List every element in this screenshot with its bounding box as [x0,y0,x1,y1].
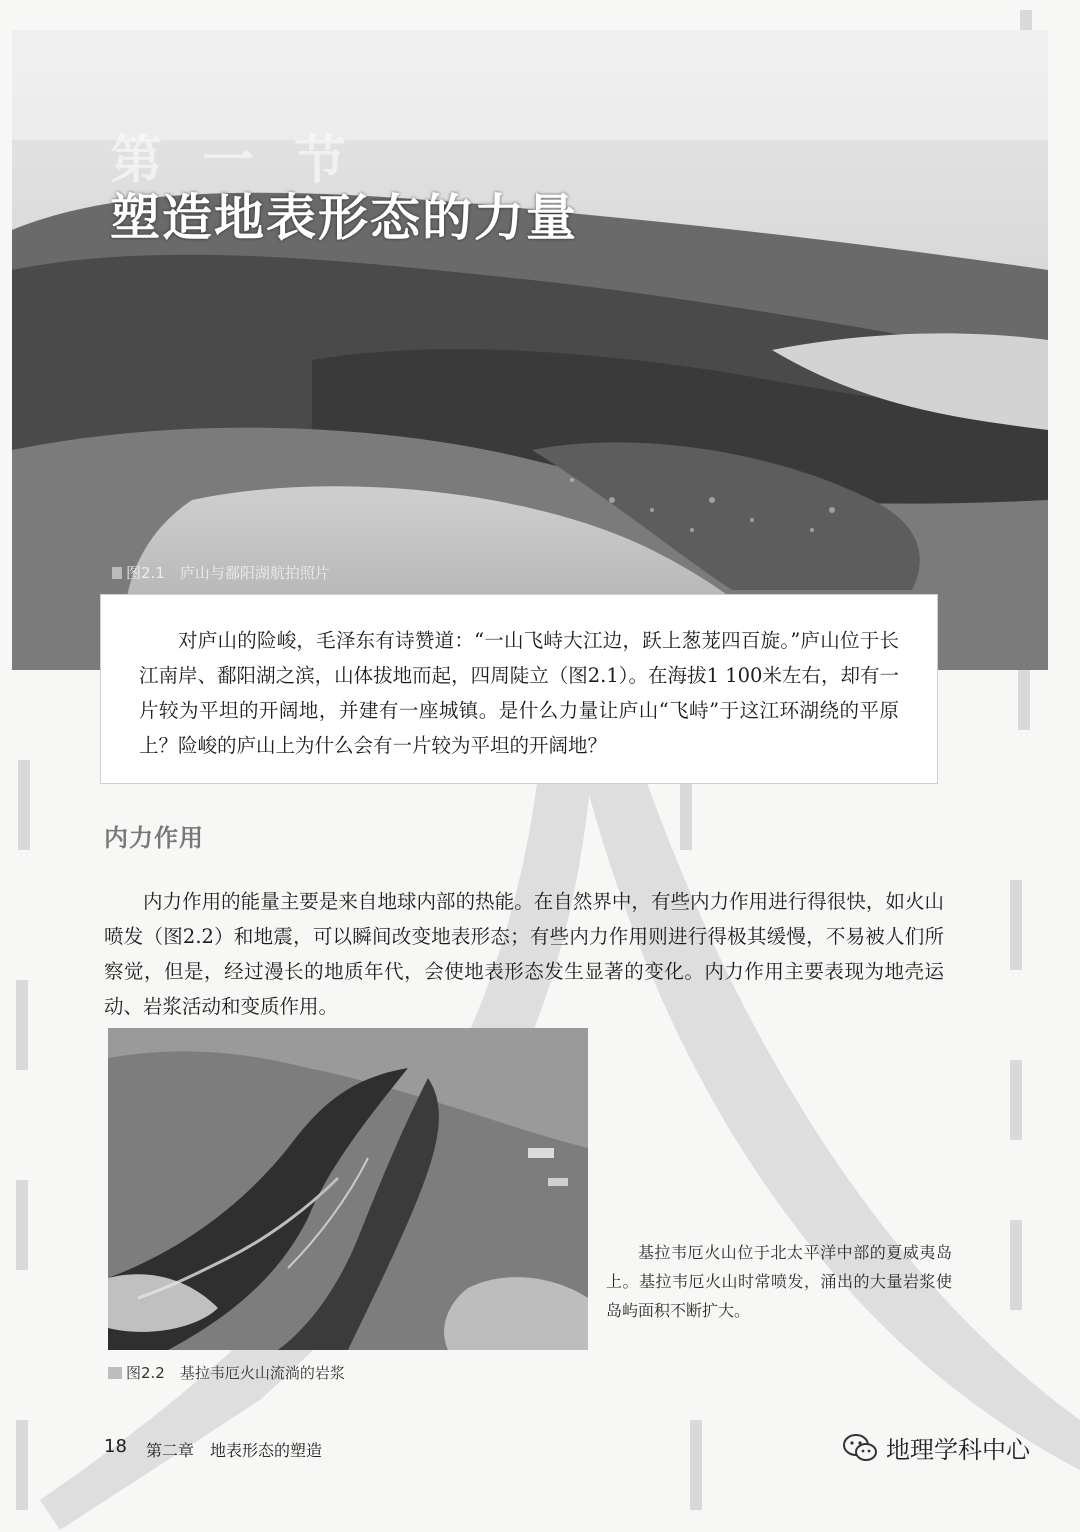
section-title: 塑造地表形态的力量 [110,188,578,247]
figure-1-caption [112,562,330,583]
volcano-photo [108,1028,588,1350]
wechat-icon [842,1433,878,1463]
watermark-text: 地理学科中心 [886,1436,1030,1464]
intro-paragraph: 对庐山的险峻，毛泽东有诗赞道：“一山飞峙大江边，跃上葱茏四百旋。”庐山位于长江南岸、鄱阳湖之滨，山体拔地而起，四周陡立（图2.1）。在海拔1 100米左右，却有一片较为平坦的开阔地，并建有一座城镇。是什么力量让庐山“飞峙”于这江环湖绕的平原上？险峻的庐山上为什么会有一片较为平坦的开阔地？ [139,629,899,757]
section-number: 第一节 [110,130,387,191]
figure-2-note [606,1238,952,1325]
figure-2-caption-text: 图2.2 基拉韦厄火山流淌的岩浆 [126,1364,345,1382]
figure-2-note-text: 基拉韦厄火山位于北太平洋中部的夏威夷岛上。基拉韦厄火山时常喷发，涌出的大量岩浆使岛屿面积不断扩大。 [606,1243,952,1320]
intro-box [100,594,938,784]
figure-1-caption-text: 图2.1 庐山与鄱阳湖航拍照片 [126,564,330,582]
body-paragraph: 内力作用的能量主要是来自地球内部的热能。在自然界中，有些内力作用进行得很快，如火山喷发（图2.2）和地震，可以瞬间改变地表形态；有些内力作用则进行得极其缓慢，不易被人们所察觉，但是，经过漫长的地质年代，会使地表形态发生显著的变化。内力作用主要表现为地壳运动、岩浆活动和变质作用。 [104,890,944,1018]
caption-marker [108,1367,122,1379]
body-text [104,884,944,1024]
watermark [842,1430,1030,1465]
caption-marker [112,567,122,579]
running-footer: 第二章 地表形态的塑造 [146,1441,323,1460]
section-heading: 内力作用 [104,824,204,852]
figure-2-caption [108,1362,345,1383]
page-number: 18 [104,1436,127,1457]
